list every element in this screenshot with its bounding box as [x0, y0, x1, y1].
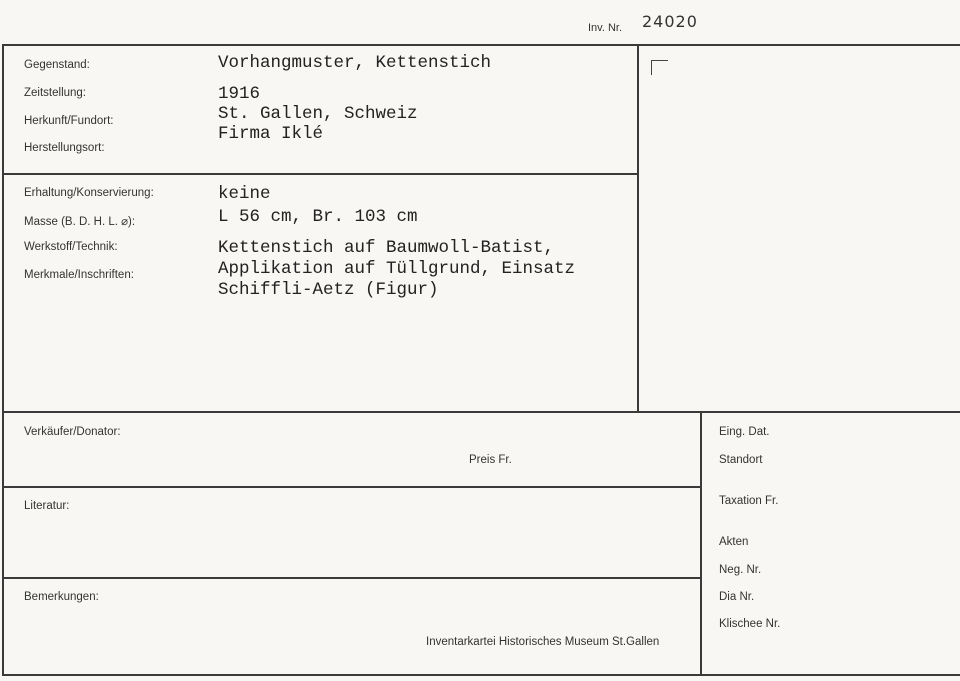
label-zeitstellung: Zeitstellung:	[24, 87, 87, 99]
inv-label: Inv. Nr.	[588, 22, 623, 34]
value-masse: L 56 cm, Br. 103 cm	[218, 207, 418, 227]
middle-rule	[2, 411, 960, 413]
label-gegenstand: Gegenstand:	[24, 59, 90, 71]
value-werkstoff-line2: Applikation auf Tüllgrund, Einsatz	[218, 259, 576, 279]
upper-vertical-rule	[637, 44, 639, 412]
label-bemerkungen: Bemerkungen:	[24, 591, 99, 603]
top-rule	[2, 44, 960, 46]
left-rule	[2, 44, 4, 676]
label-neg-nr: Neg. Nr.	[719, 564, 762, 576]
label-preis: Preis Fr.	[469, 454, 512, 466]
label-dia-nr: Dia Nr.	[719, 591, 755, 603]
literatur-rule	[2, 577, 701, 579]
lower-vertical-rule	[700, 411, 702, 676]
section1-rule	[2, 173, 638, 175]
bottom-rule	[2, 674, 960, 676]
label-taxation: Taxation Fr.	[719, 495, 779, 507]
verkaeufer-rule	[2, 486, 701, 488]
value-herstellungsort: Firma Iklé	[218, 124, 324, 144]
label-akten: Akten	[719, 536, 749, 548]
label-herstellungsort: Herstellungsort:	[24, 142, 105, 154]
label-verkaeufer: Verkäufer/Donator:	[24, 426, 121, 438]
card-footer: Inventarkartei Historisches Museum St.Gallen	[426, 636, 660, 648]
value-gegenstand: Vorhangmuster, Kettenstich	[218, 53, 492, 73]
value-werkstoff-line1: Kettenstich auf Baumwoll-Batist,	[218, 238, 555, 258]
label-erhaltung: Erhaltung/Konservierung:	[24, 187, 154, 199]
label-werkstoff: Werkstoff/Technik:	[24, 241, 118, 253]
photo-corner-mark	[651, 60, 668, 75]
label-merkmale: Merkmale/Inschriften:	[24, 269, 134, 281]
value-herkunft: St. Gallen, Schweiz	[218, 104, 418, 124]
label-klischee-nr: Klischee Nr.	[719, 618, 781, 630]
label-eing-dat: Eing. Dat.	[719, 426, 770, 438]
inv-number: 24020	[642, 12, 698, 31]
label-literatur: Literatur:	[24, 500, 70, 512]
label-masse: Masse (B. D. H. L. ⌀):	[24, 216, 136, 228]
value-erhaltung: keine	[218, 184, 271, 204]
value-zeitstellung: 1916	[218, 84, 261, 104]
label-herkunft: Herkunft/Fundort:	[24, 115, 114, 127]
label-standort: Standort	[719, 454, 763, 466]
value-werkstoff-line3: Schiffli-Aetz (Figur)	[218, 280, 439, 300]
